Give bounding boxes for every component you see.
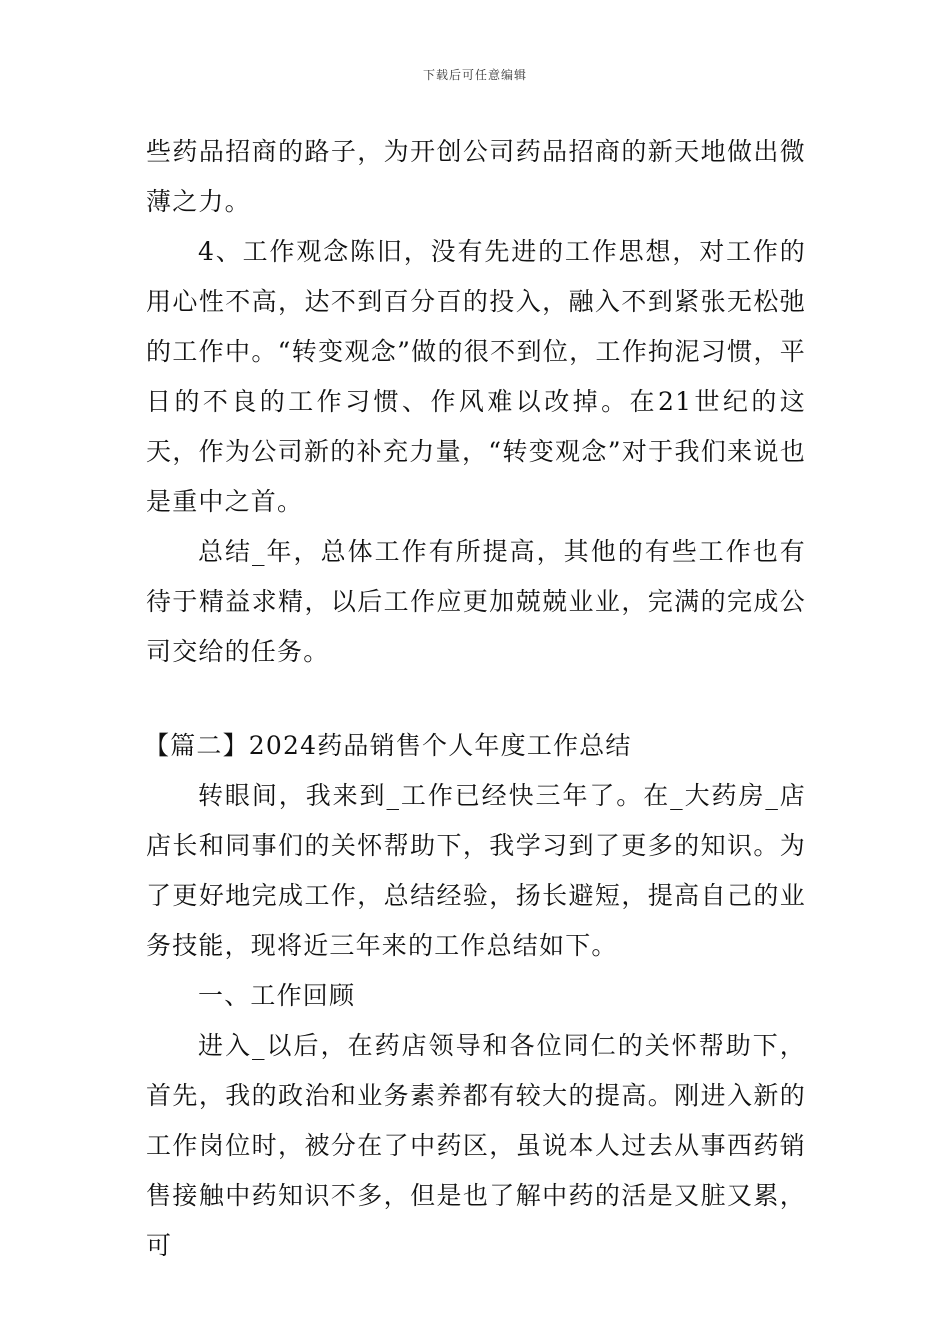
section-two-heading: 【篇二】2024药品销售个人年度工作总结 (144, 731, 632, 760)
section-two-review: 进入_以后，在药店领导和各位同仁的关怀帮助下，首先，我的政治和业务素养都有较大的提高。刚进入新的工作岗位时，被分在了中药区，虽说本人过去从事西药销售接触中药知识不多，但是也了解中药的活是又脏又累，可 (146, 1031, 806, 1260)
section-gap (146, 677, 806, 721)
page-header-note: 下载后可任意编辑 (422, 68, 527, 82)
section-two-intro: 转眼间，我来到_工作已经快三年了。在_大药房_店店长和同事们的关怀帮助下，我学习到了更多的知识。为了更好地完成工作，总结经验，扬长避短，提高自己的业务技能，现将近三年来的工作总结如下。 (146, 781, 806, 960)
paragraph-summary: 总结_年，总体工作有所提高，其他的有些工作也有待于精益求精，以后工作应更加兢兢业业，完满的完成公司交给的任务。 (146, 537, 806, 666)
document-body (146, 127, 806, 1271)
section-two-subheading: 一、工作回顾 (198, 981, 356, 1010)
paragraph-continuation: 些药品招商的路子，为开创公司药品招商的新天地做出微薄之力。 (146, 137, 806, 216)
paragraph-point-4: 4、工作观念陈旧，没有先进的工作思想，对工作的用心性不高，达不到百分百的投入，融入不到紧张无松弛的工作中。“转变观念”做的很不到位，工作拘泥习惯，平日的不良的工作习惯、作风难以改掉。在21世纪的这天，作为公司新的补充力量，“转变观念”对于我们来说也是重中之首。 (146, 237, 806, 516)
